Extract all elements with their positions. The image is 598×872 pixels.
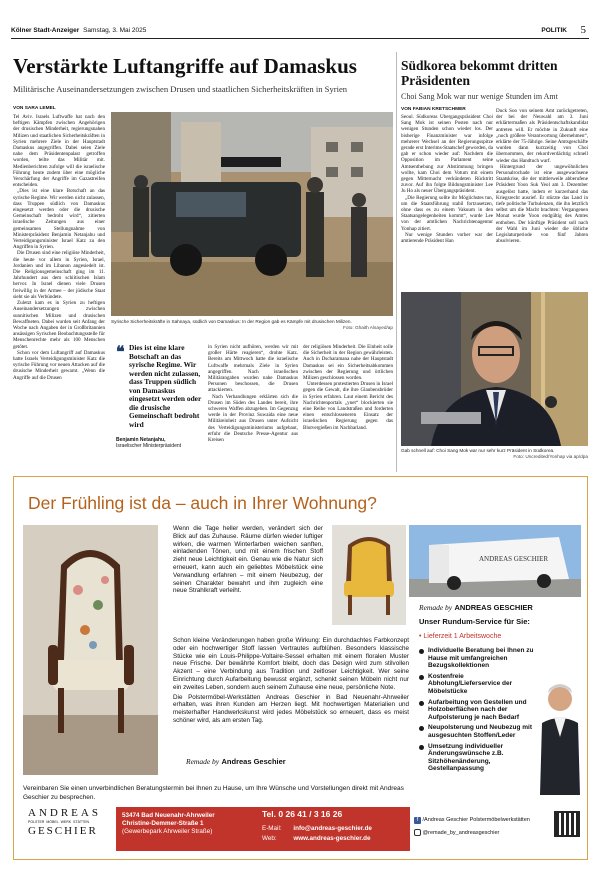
- service-title: Unser Rundum-Service für Sie:: [419, 617, 530, 626]
- signature-name: Andreas Geschier: [221, 757, 286, 766]
- quote-text: Dies ist eine klare Botschaft an das syrische Regime. Wir werden nicht zulassen, dass Truppen südlich von Damaskus eingesetzt werden oder die drusische Gemeinschaft bedroht wird: [129, 343, 202, 429]
- article2-paragraph: Nur wenige Stunden vorher war der amtierende Präsident Han: [401, 231, 493, 245]
- service-highlight: [419, 633, 579, 640]
- page-header: [11, 24, 589, 39]
- address-line: Christine-Demmer-Straße 1: [122, 820, 204, 827]
- article1-paragraph: Zuletzt kam es in Syrien zu heftigen Auseinandersetzungen zwischen sunnitischen Milizen und drusischen Bewaffneten. Dabei wurden seit Anfang der Woche nach Angaben der in Großbritannien ansässigen Syrischen Beobachtungsstelle für Menschenrechte mehr als 100 Menschen getötet.: [13, 300, 105, 350]
- caption-text: Gab schnell auf: Choi Sang Mok war nur sehr kurz Präsident in Südkorea.: [401, 448, 555, 453]
- remade-heading: [419, 603, 533, 612]
- facebook-icon: f: [414, 817, 421, 824]
- article1-paragraph: in Syrien nicht aufhören, werden wir mit großer Härte reagieren“, drohte Katz. Bereits am Mittwoch hatte die israelische Luftwaffe mehrmals Ziele in Syrien angegriffen. Nach israelischen Militärangaben wurden nahe Damaskus Personen beschossen, die Drusen attackierten.: [208, 344, 298, 394]
- article2-column-1: [401, 114, 493, 292]
- company-logo: [28, 807, 116, 851]
- owner-portrait-illustration: [536, 677, 584, 795]
- advertisement: [13, 476, 588, 860]
- remade-name: ANDREAS GESCHIER: [454, 603, 533, 612]
- web-line: [262, 835, 370, 843]
- contact-box: [116, 807, 410, 851]
- korea-photo-caption: [401, 448, 588, 459]
- service-item: Kostenfreie Abholung/Lieferservice der Möbelstücke: [419, 673, 537, 696]
- van-lettering: ANDREAS GESCHIER: [479, 555, 549, 563]
- soldiers-truck-illustration: [111, 112, 393, 316]
- article1-paragraph: der religiösen Minderheit. Die Einheit solle die Sicherheit in der Region gewährleisten. Auch in Dscharamana nahe der Hauptstadt Damaskus sei ein Sicherheitsabkommen zwischen der Regierung und örtlichen Milizen geschlossen worden.: [303, 344, 393, 382]
- service-item: Neupolsterung und Neubezug mit ausgesuchten Stoffen/Leder: [419, 724, 537, 739]
- instagram-handle[interactable]: @remade_by_andreasgeschier: [422, 829, 500, 836]
- article2-headline: Südkorea bekommt dritten Präsidenten: [401, 58, 558, 88]
- phone-number[interactable]: Tel. 0 26 41 / 3 16 26: [262, 809, 343, 819]
- politician-portrait-illustration: [401, 292, 588, 446]
- ad-body-top: [173, 525, 323, 655]
- article2-paragraph: Hintergrund der ungewöhnlichen Personalrochade ist eine ausgewachsene Staatskrise, die der mittlerweile abberufene Präsident Yoon Suk Yeol am 3. Dezember ausgelöst hatte, indem er kurzerhand das Kriegsrecht ausrief. Er stürzte das Land in tiefe politische Turbulenzen, die ihn letztlich selbst um die Macht brachten: Vergangenen Monat wurde Yoon endgültig des Amtes enthoben. Der künftige Präsident soll nach der Wahl im Juni wieder die übliche Legislaturperiode von fünf Jahren absolvieren.: [496, 163, 588, 245]
- company-van-illustration: [409, 525, 581, 597]
- service-highlight-text: Lieferzeit 1 Arbeitswoche: [423, 633, 502, 640]
- article1-headline: Verstärkte Luftangriffe auf Damaskus: [13, 54, 357, 78]
- syria-photo-caption: [111, 319, 393, 330]
- ad-paragraph: Wenn die Tage heller werden, verändert sich der Blick auf das Zuhause. Räume dürfen wieder luftiger wirken, die warmen Winterfarben weichen sanften, einladenden Tönen, und mit einem frischen Stoff zieht neue Leichtigkeit ein. Genau wie die Natur sich erneuert, kann auch ein geliebtes Möbelstück eine Verwandlung erfahren – mit einem Neubezug, der seinen Charakter bewahrt und ihm zugleich eine neue Strahlkraft verleiht.: [173, 525, 323, 595]
- article1-paragraph: Die Drusen sind eine religiöse Minderheit, die heute vor allem in Syrien, Israel, Jordanien und im Libanon angesiedelt ist. Die Religionsgemeinschaft ging im 11. Jahrhundert aus dem schiitischen Islam hervor. In Israel dienen viele Drusen freiwillig in der Armee – der jüdische Staat sieht sie als Verbündete.: [13, 250, 105, 300]
- issue-date: Samstag, 3. Mai 2025: [83, 27, 147, 34]
- yellow-armchair-illustration: [332, 525, 406, 625]
- photo-credit: Foto: Ghaith Alsayed/ap: [342, 324, 393, 330]
- chair-photo-floral: [23, 525, 158, 775]
- logo-name-1: ANDREAS: [28, 807, 101, 819]
- van-photo: [409, 525, 581, 597]
- floral-armchair-illustration: [23, 525, 158, 775]
- article2-column-2: [496, 108, 588, 288]
- article2-paragraph: „Die Regierung sollte ihr Möglichstes tun, um die Staatsführung stabil fortzusetzen, ohne dass es zu einem Vakuum in den Staatsangelegenheiten kommt“, wurde Lee von der amtlichen Nachrichtenagentur Yonhap zitiert.: [401, 194, 493, 232]
- logo-tag: STÄTTEN: [73, 820, 90, 824]
- article2-paragraph: Seoul. Südkoreas Übergangspräsident Choi Sang Mok ist seinen Posten nach nur wenigen Stunden schon wieder los. Der bisherige Finanzminister war infolge mehrerer Wechsel an der Regierungsspitze gerade erst Interims-Staatschef geworden, da gab er schon wieder auf: Nachdem die Opposition im Parlament seine Amtsenthebung zur Abstimmung bringen wollte, kam Choi dem Votum mit einem gegen Mitternacht verkündeten Rücktritt zuvor. Auf ihn folgte Bildungsminister Lee Ju Ho als neuer Übergangspräsident.: [401, 114, 493, 195]
- article1-paragraph: „Dies ist eine klare Botschaft an das syrische Regime. Wir werden nicht zulassen, dass Truppen südlich von Damaskus eingesetzt werden oder die drusische Gemeinschaft bedroht wird“, zitierten israelische Zeitungen aus einer gemeinsamen Stellungnahme von Ministerpräsident Benjamin Netanjahu und Verteidigungsminister Israel Katz zu den Angriffen in Syrien.: [13, 188, 105, 251]
- article2-paragraph: Duck Soo von seinem Amt zurückgetreten, der bei der Neuwahl am 3. Juni erklärtermaßen als Präsidentschaftskandidat antreten will. Er möchte in Zukunft eine „noch größere Verantwortung übernehmen“, erklärte der 75-Jährige. Seine Amtsgeschäfte wurden dann kurzzeitig von Choi übernommen, der rekordverdächtig schnell wieder das Handtuch warf.: [496, 108, 588, 164]
- instagram-icon: [414, 829, 421, 836]
- facebook-line: [414, 817, 530, 824]
- quote-mark-icon: ❝: [116, 342, 125, 361]
- service-item: Umsetzung individueller Änderungswünsche z.B. Sitzhöhenänderung, Gestellanpassung: [419, 743, 537, 773]
- service-item: Individuelle Beratung bei Ihnen zu Hause mit umfangreichen Bezugskollektionen: [419, 647, 537, 670]
- logo-tag: POLSTER: [28, 820, 45, 824]
- logo-tag: MÖBEL: [46, 820, 59, 824]
- article1-paragraph: Schon vor dem Luftangriff auf Damaskus hatte Israels Verteidigungsminister Katz die syrische Führung vor neuen Attacken auf die drusische Minderheit gewarnt. „Wenn die Angriffe auf die Drusen: [13, 349, 105, 381]
- quote-role: Israelischer Ministerpräsident: [116, 443, 182, 449]
- owner-portrait: [536, 677, 584, 795]
- newspaper-name: Kölner Stadt-Anzeiger: [11, 27, 80, 34]
- page-number: 5: [580, 24, 586, 36]
- email-line: [262, 825, 372, 833]
- chair-photo-yellow: [332, 525, 406, 625]
- article1-byline: VON SARA LEMEL: [13, 106, 56, 111]
- pull-quote: [116, 344, 202, 449]
- article2-byline: VON FABIAN KRETSCHMER: [401, 107, 466, 112]
- signature-prefix: Remade by: [186, 757, 220, 766]
- korea-photo: [401, 292, 588, 446]
- address-line: 53474 Bad Neuenahr-Ahrweiler: [122, 812, 215, 819]
- article1-paragraph: Unterdessen protestierten Drusen in Israel gegen die Gewalt, die ihre Glaubensbrüder in Syrien erfahren. Laut einem Bericht des Nachrichtenportals „ynet“ blockierten sie eine Reihe von Landstraßen und forderten einen entschlosseneren Einsatz der israelischen Regierung gegen das Blutvergießen im Nachbarland.: [303, 381, 393, 431]
- ad-paragraph: Die Polstermöbel-Werkstätten Andreas Geschier in Bad Neuenahr-Ahrweiler erhalten, was ihren Kunden am Herzen liegt. Mit hochwertigen Materialien und meisterhafter Handwerkskunst wird jedes Möbelstück so erneuert, dass es meist schöner wird, als am ersten Tag.: [173, 693, 409, 724]
- web-label: Web:: [262, 835, 277, 842]
- ad-closing-text: Vereinbaren Sie einen unverbindlichen Beratungstermin bei Ihnen zu Hause, um Ihre Wünsche und Vorstellungen direkt mit Andreas Geschier zu besprechen.: [23, 785, 404, 801]
- article1-subhead: Militärische Auseinandersetzungen zwischen Drusen und staatlichen Sicherheitskräften in Syrien: [13, 84, 348, 94]
- ad-headline: Der Frühling ist da – auch in Ihrer Wohnung?: [28, 493, 377, 513]
- remade-prefix: Remade by: [419, 603, 453, 612]
- ad-paragraph: Schon kleine Veränderungen haben große Wirkung: Ein durchdachtes Farbkonzept oder ein hochwertiger Stoff lassen Vertrautes aufblühen. Besonders klassische Stücke wie ein Louis-Philippe-Voltaire-Sessel erhalten mit einem floralen Muster neue Frische. Der bewährte Komfort bleibt, doch das Design wird zum stilvollen Akzent – eine Verbindung aus Tradition und zeitloser Leichtigkeit. Wer seine Einrichtung durch Aufarbeitung bewusst ergänzt, schenkt seinen Möbeln nicht nur ein zweites Leben, sondern auch seinem Zuhause eine neue, persönliche Note.: [173, 637, 409, 691]
- address-line: (Gewerbepark Ahrweiler Straße): [122, 828, 213, 835]
- address-block: [122, 812, 215, 836]
- article2-subhead: Choi Sang Mok war nur wenige Stunden im Amt: [401, 92, 558, 101]
- column-divider: [396, 52, 397, 472]
- article1-column-1: [13, 114, 105, 454]
- article1-column-2: [208, 344, 298, 454]
- quote-author: Benjamin Netanjahu,: [116, 437, 166, 443]
- syria-photo: [111, 112, 393, 316]
- article1-paragraph: Nach Verhandlungen erklärten sich die Drusen im Süden des Landes bereit, ihre schweren Waffen abzugeben. Im Gegenzug werde in der Provinz Suwaida eine neue Militäreinheit aus Drusen unter Aufsicht des Verteidigungsministeriums aufgebaut, erfuhr die Deutsche Presse-Agentur aus Kreisen: [208, 393, 298, 444]
- email-label: E-Mail:: [262, 825, 282, 832]
- service-list: [419, 647, 537, 776]
- web-link[interactable]: www.andreas-geschier.de: [293, 835, 371, 842]
- service-item: Aufarbeitung von Gestellen und Holzoberflächen nach der Aufpolsterung je nach Bedarf: [419, 699, 537, 722]
- logo-tag: WERK: [60, 820, 72, 824]
- instagram-line: [414, 829, 499, 836]
- qr-code-icon[interactable]: [554, 811, 580, 837]
- article1-column-3: [303, 344, 393, 454]
- highlight-bullet-icon: •: [419, 633, 422, 640]
- facebook-handle[interactable]: /Andreas Geschier Polstermöbelwerkstätten: [422, 817, 530, 823]
- email-link[interactable]: info@andreas-geschier.de: [293, 825, 372, 832]
- logo-name-2: GESCHIER: [28, 825, 98, 837]
- photo-credit: Foto: Uncredited/Yonhap via ap/dpa: [513, 453, 588, 459]
- section-label: POLITIK: [541, 27, 567, 34]
- caption-text: Syrische Sicherheitskräfte in Sahnaya, südlich von Damaskus: In der Region gab es Kämpfe mit drusischen Milizen.: [111, 319, 352, 324]
- ad-signature: [186, 757, 286, 766]
- article1-paragraph: Tel Aviv. Israels Luftwaffe hat nach den heftigen Kämpfen zwischen Angehörigen der drusischen Minderheit, regierungsnahen Milizen und staatlichen Sicherheitskräften in Syrien mehrere Ziele in der Hauptstadt Damaskus angegriffen. Dabei seien Ziele nahe dem Präsidentenpalast getroffen worden, teilte das Militär mit. Medienberichten zufolge will die israelische Führung heute zudem über eine mögliche Verschärfung der Angriffe im Gazastreifen entscheiden.: [13, 114, 105, 189]
